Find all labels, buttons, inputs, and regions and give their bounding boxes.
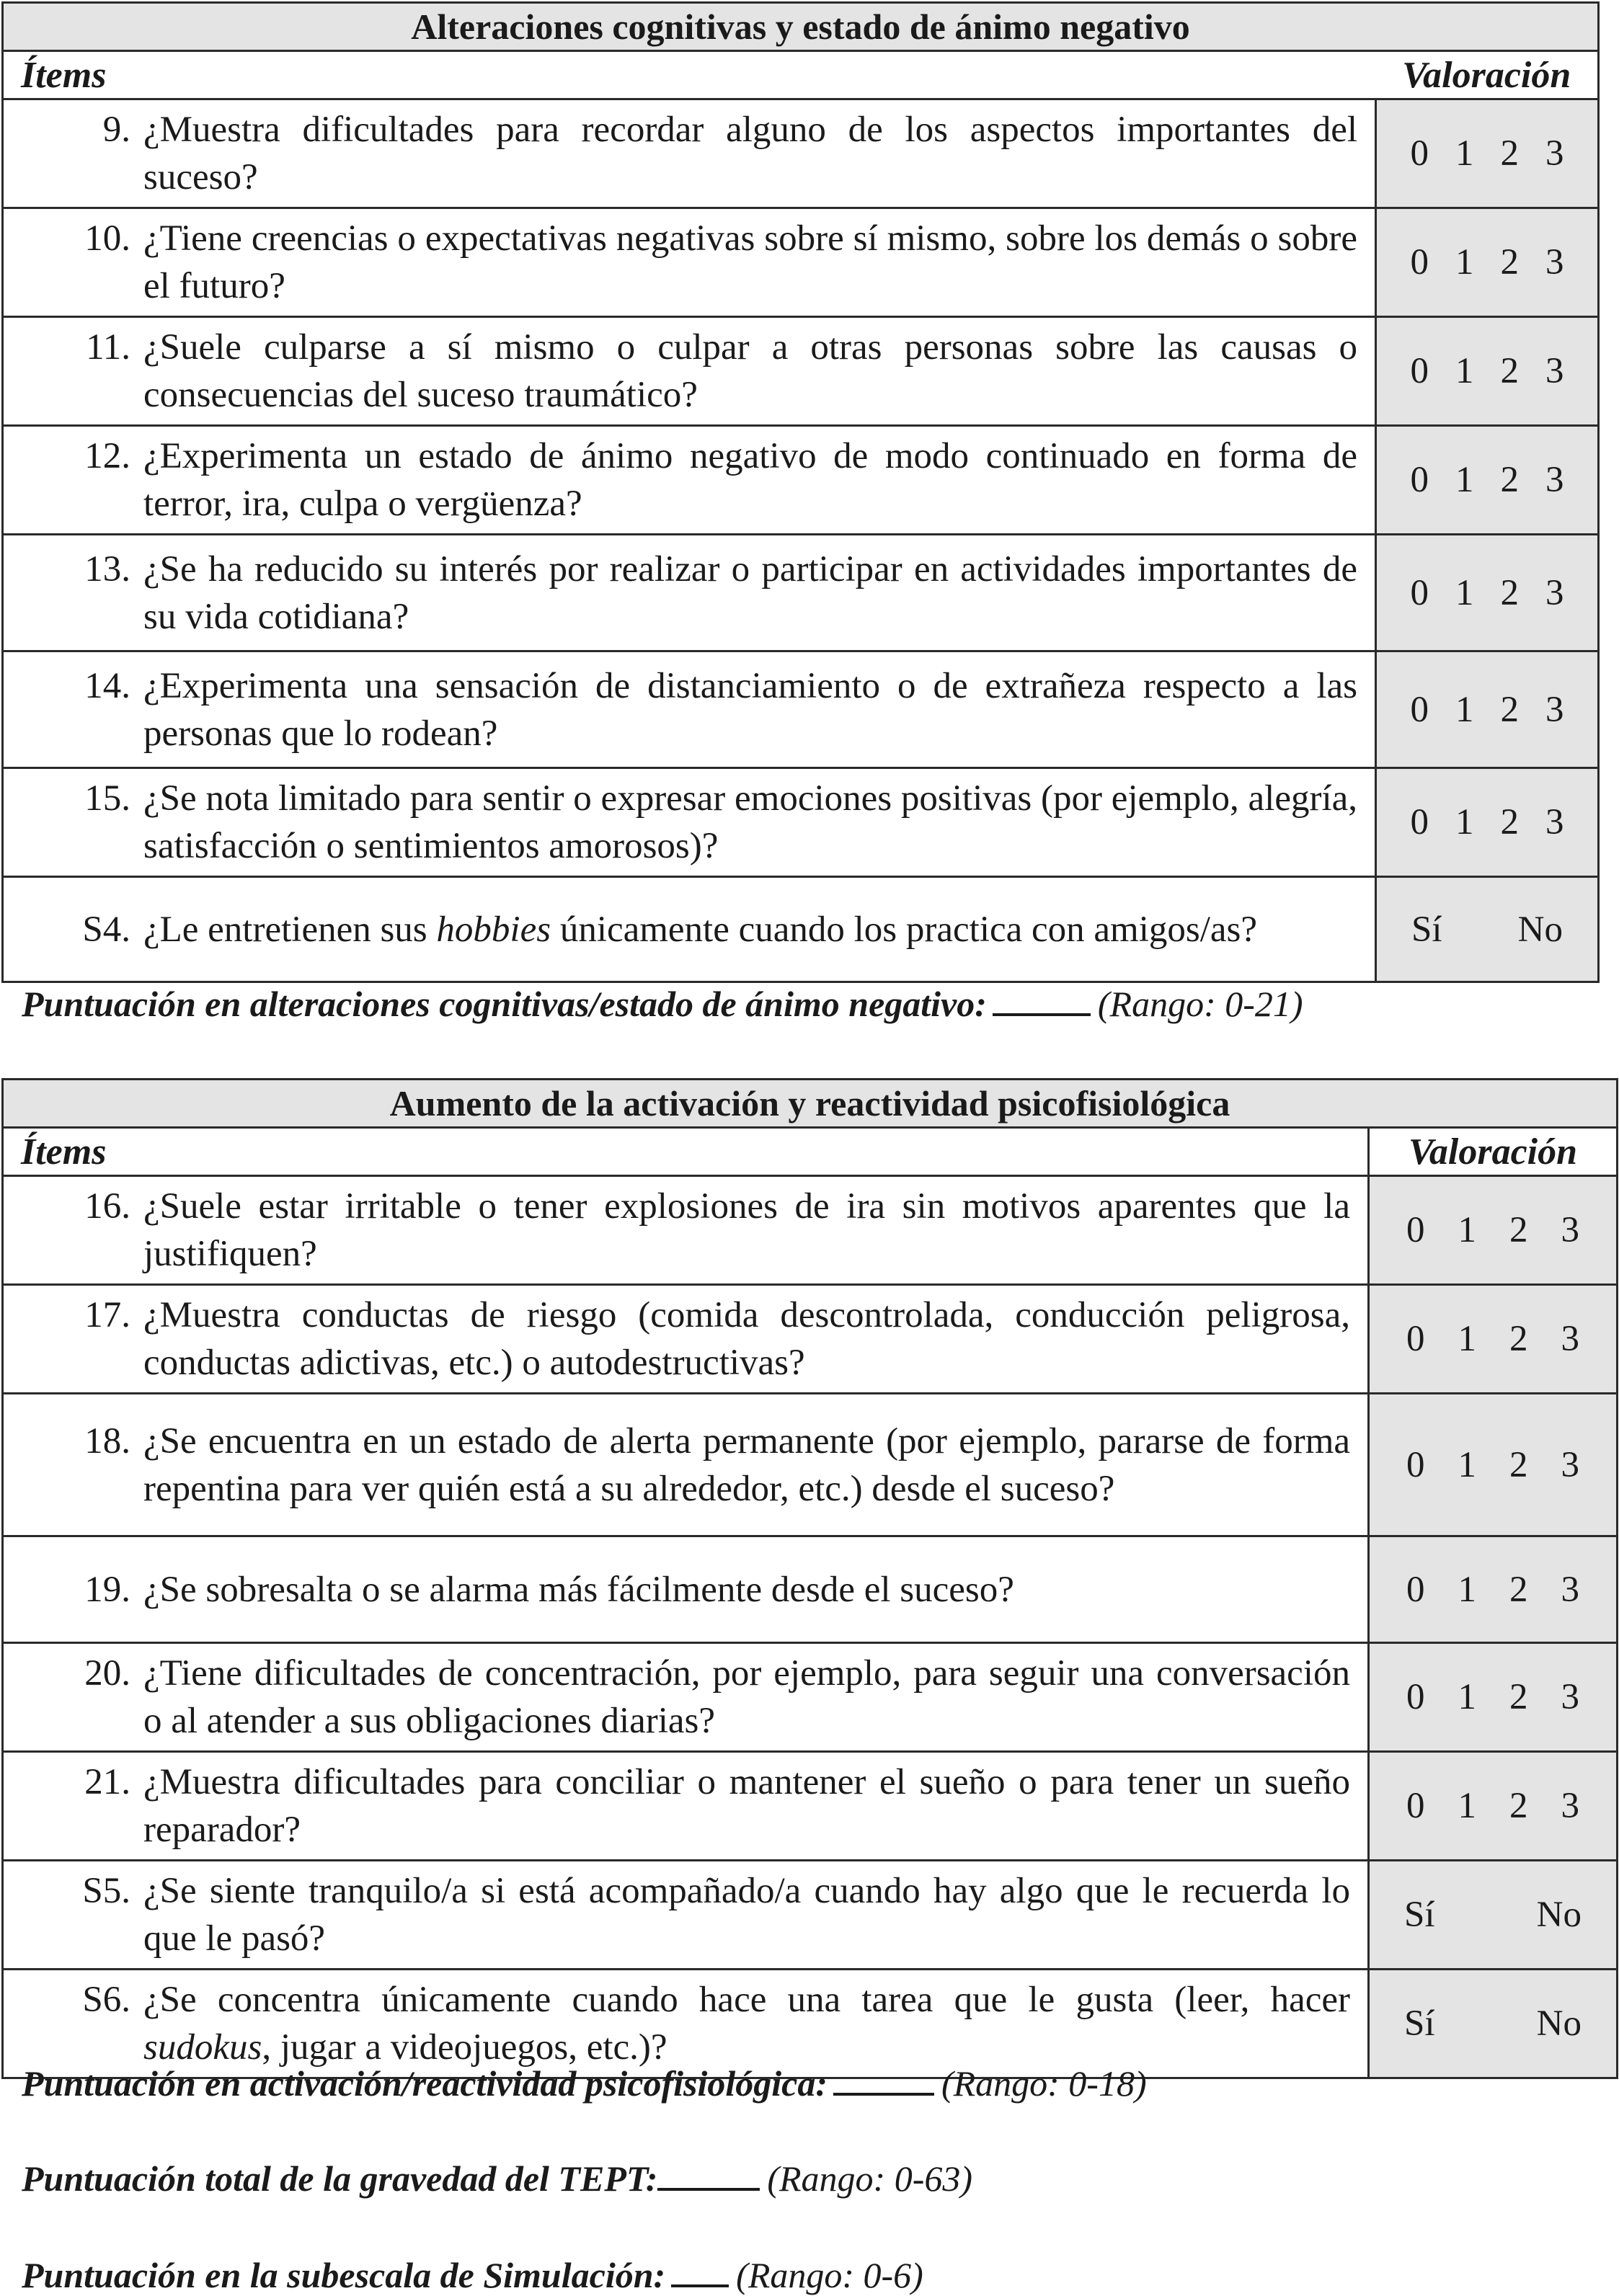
item-rating-cell bbox=[1376, 426, 1599, 535]
rating-options bbox=[1370, 1318, 1616, 1360]
item-number: 16. bbox=[84, 1186, 130, 1227]
item-text-part: únicamente cuando los practica con amigos/as? bbox=[551, 909, 1258, 950]
item-text: ¿Experimenta un estado de ánimo negativo de modo continuado en forma de terror, ira, culpa o vergüenza? bbox=[143, 436, 1357, 524]
item-question bbox=[4, 900, 1375, 959]
item-text: ¿Tiene creencias o expectativas negativas sobre sí mismo, sobre los demás o sobre el futuro? bbox=[143, 218, 1357, 306]
rating-options bbox=[1370, 1209, 1616, 1251]
rating-option[interactable]: 0 bbox=[1406, 1677, 1425, 1717]
total-score-blank[interactable] bbox=[657, 2155, 760, 2191]
section2-score bbox=[22, 2060, 1147, 2104]
section2-score-blank[interactable] bbox=[833, 2060, 934, 2096]
item-text: ¿Se nota limitado para sentir o expresar emociones positivas (por ejemplo, alegría, satisfacción o sentimientos amorosos)? bbox=[143, 778, 1357, 866]
item-number: 19. bbox=[84, 1569, 130, 1610]
rating-options bbox=[1377, 801, 1597, 843]
section1-score bbox=[22, 980, 1303, 1025]
rating-option[interactable]: 1 bbox=[1455, 351, 1474, 391]
item-text: ¿Tiene dificultades de concentración, por ejemplo, para seguir una conversación o al atender a sus obligaciones diarias? bbox=[143, 1653, 1350, 1741]
item-number: S5. bbox=[82, 1871, 130, 1911]
item-number: 9. bbox=[102, 110, 130, 150]
item-row bbox=[3, 1536, 1618, 1643]
item-rating-cell bbox=[1376, 208, 1599, 317]
item-question-cell bbox=[3, 651, 1376, 768]
rating-option[interactable]: No bbox=[1536, 1895, 1582, 1935]
item-number: 21. bbox=[84, 1762, 130, 1802]
rating-options bbox=[1377, 689, 1597, 731]
rating-option[interactable]: 3 bbox=[1561, 1569, 1579, 1610]
rating-option[interactable]: 1 bbox=[1455, 689, 1474, 730]
item-text: ¿Muestra dificultades para recordar alguno de los aspectos importantes del suceso? bbox=[143, 110, 1357, 197]
item-question bbox=[4, 427, 1375, 533]
item-number: 11. bbox=[86, 327, 130, 368]
rating-option[interactable]: 1 bbox=[1458, 1319, 1476, 1359]
rating-option[interactable]: 2 bbox=[1509, 1786, 1528, 1826]
item-row bbox=[3, 317, 1599, 426]
rating-option[interactable]: 0 bbox=[1406, 1210, 1425, 1250]
item-row bbox=[3, 877, 1599, 982]
header-rating: Valoración bbox=[1376, 51, 1599, 99]
rating-option[interactable]: 2 bbox=[1500, 133, 1519, 174]
rating-options bbox=[1377, 909, 1597, 951]
item-number: 15. bbox=[84, 778, 130, 819]
section-title-row bbox=[3, 1080, 1618, 1128]
item-question-cell bbox=[3, 1861, 1369, 1970]
rating-option[interactable]: 2 bbox=[1509, 1319, 1528, 1359]
rating-option[interactable]: 2 bbox=[1509, 1210, 1528, 1250]
item-question bbox=[4, 769, 1375, 876]
rating-option[interactable]: 1 bbox=[1455, 133, 1474, 174]
rating-option[interactable]: 3 bbox=[1545, 689, 1564, 730]
item-question bbox=[4, 1286, 1367, 1392]
item-question-cell bbox=[3, 99, 1376, 208]
item-text-italic: sudokus bbox=[143, 2027, 262, 2068]
item-text-part: , jugar a videojuegos, etc.)? bbox=[262, 2027, 667, 2068]
item-row bbox=[3, 768, 1599, 877]
rating-option[interactable]: 2 bbox=[1500, 802, 1519, 842]
item-number: 20. bbox=[84, 1653, 130, 1694]
rating-option[interactable]: 3 bbox=[1545, 802, 1564, 842]
total-score-label: Puntuación total de la gravedad del TEPT: bbox=[22, 2158, 658, 2199]
section-title-row bbox=[3, 3, 1599, 51]
rating-options bbox=[1370, 2003, 1616, 2044]
header-items: Ítems bbox=[3, 1128, 1369, 1176]
rating-option[interactable]: 1 bbox=[1458, 1786, 1476, 1826]
rating-option[interactable]: No bbox=[1536, 2003, 1582, 2044]
rating-options bbox=[1370, 1894, 1616, 1936]
item-rating-cell bbox=[1369, 1536, 1618, 1643]
rating-option[interactable]: 2 bbox=[1500, 351, 1519, 391]
rating-option[interactable]: 0 bbox=[1410, 572, 1429, 613]
item-row bbox=[3, 208, 1599, 317]
section2-score-range: (Rango: 0-18) bbox=[941, 2063, 1147, 2104]
item-text-italic: hobbies bbox=[436, 909, 551, 950]
item-text: ¿Se sobresalta o se alarma más fácilmente desde el suceso? bbox=[143, 1569, 1014, 1610]
item-number: S6. bbox=[82, 1980, 130, 2020]
item-question-cell bbox=[3, 208, 1376, 317]
header-rating: Valoración bbox=[1369, 1128, 1618, 1176]
item-question-cell bbox=[3, 426, 1376, 535]
rating-option[interactable]: 3 bbox=[1561, 1319, 1579, 1359]
rating-option[interactable]: 3 bbox=[1545, 460, 1564, 500]
item-question bbox=[4, 1560, 1367, 1619]
section1-score-label: Puntuación en alteraciones cognitivas/estado de ánimo negativo: bbox=[22, 984, 987, 1024]
section-title: Alteraciones cognitivas y estado de ánimo negativo bbox=[3, 3, 1599, 51]
item-rating-cell bbox=[1376, 99, 1599, 208]
item-row bbox=[3, 1643, 1618, 1752]
item-rating-cell bbox=[1369, 1176, 1618, 1285]
rating-option[interactable]: 0 bbox=[1410, 802, 1429, 842]
rating-option[interactable]: 1 bbox=[1455, 802, 1474, 842]
rating-option[interactable]: 3 bbox=[1545, 133, 1564, 174]
rating-option[interactable]: 3 bbox=[1545, 572, 1564, 613]
rating-option[interactable]: 0 bbox=[1410, 689, 1429, 730]
item-rating-cell bbox=[1369, 1752, 1618, 1861]
item-number: 12. bbox=[84, 436, 130, 476]
arousal-reactivity-table bbox=[1, 1078, 1618, 2079]
rating-option[interactable]: 2 bbox=[1509, 1569, 1528, 1610]
rating-option[interactable]: 2 bbox=[1509, 1677, 1528, 1717]
item-question-cell bbox=[3, 877, 1376, 982]
rating-option[interactable]: 2 bbox=[1500, 572, 1519, 613]
item-question-cell bbox=[3, 1394, 1369, 1536]
item-text: ¿Suele estar irritable o tener explosiones de ira sin motivos aparentes que la justifiquen? bbox=[143, 1186, 1350, 1274]
simulation-score-range: (Rango: 0-6) bbox=[736, 2255, 923, 2295]
item-question bbox=[4, 657, 1375, 763]
rating-option[interactable]: 0 bbox=[1410, 351, 1429, 391]
item-rating-cell bbox=[1376, 317, 1599, 426]
item-question-cell bbox=[3, 1752, 1369, 1861]
total-score bbox=[22, 2155, 972, 2199]
cognitive-mood-table bbox=[1, 1, 1600, 983]
rating-options bbox=[1370, 1569, 1616, 1611]
item-text-part: ¿Le entretienen sus bbox=[143, 909, 437, 950]
rating-option[interactable]: No bbox=[1517, 909, 1563, 950]
rating-option[interactable]: Sí bbox=[1404, 2003, 1435, 2044]
rating-option[interactable]: 3 bbox=[1545, 351, 1564, 391]
item-question bbox=[4, 100, 1375, 207]
item-row bbox=[3, 1394, 1618, 1536]
section1-score-range: (Rango: 0-21) bbox=[1097, 984, 1303, 1024]
item-question bbox=[4, 318, 1375, 424]
item-question-cell bbox=[3, 535, 1376, 651]
rating-options bbox=[1377, 459, 1597, 501]
item-text bbox=[143, 1976, 1350, 2071]
item-question bbox=[4, 540, 1375, 646]
section-title: Aumento de la activación y reactividad psicofisiológica bbox=[3, 1080, 1618, 1128]
rating-options bbox=[1377, 350, 1597, 392]
rating-option[interactable]: 0 bbox=[1410, 133, 1429, 174]
rating-option[interactable]: 1 bbox=[1458, 1677, 1476, 1717]
item-text: ¿Se encuentra en un estado de alerta permanente (por ejemplo, pararse de forma repentina para ver quién está a su alrededor, etc.) desde el suceso? bbox=[143, 1420, 1350, 1509]
rating-option[interactable]: 0 bbox=[1410, 460, 1429, 500]
item-text: ¿Muestra conductas de riesgo (comida descontrolada, conducción peligrosa, conductas adictivas, etc.) o autodestructivas? bbox=[143, 1295, 1350, 1383]
item-number: S4. bbox=[82, 909, 130, 950]
rating-option[interactable]: 0 bbox=[1406, 1569, 1425, 1610]
item-rating-cell bbox=[1376, 651, 1599, 768]
item-rating-cell bbox=[1369, 1643, 1618, 1752]
rating-option[interactable]: 2 bbox=[1509, 1444, 1528, 1485]
item-question bbox=[4, 209, 1375, 316]
rating-option[interactable]: Sí bbox=[1404, 1895, 1435, 1935]
item-row bbox=[3, 426, 1599, 535]
item-text: ¿Suele culparse a sí mismo o culpar a otras personas sobre las causas o consecuencias del suceso traumático? bbox=[143, 327, 1357, 415]
rating-option[interactable]: 2 bbox=[1500, 242, 1519, 282]
item-question-cell bbox=[3, 768, 1376, 877]
rating-options bbox=[1370, 1444, 1616, 1486]
rating-option[interactable]: 0 bbox=[1406, 1319, 1425, 1359]
simulation-score-label: Puntuación en la subescala de Simulación: bbox=[22, 2255, 666, 2295]
item-question bbox=[4, 1753, 1367, 1859]
header-row bbox=[3, 51, 1599, 99]
rating-option[interactable]: 0 bbox=[1406, 1786, 1425, 1826]
rating-option[interactable]: 3 bbox=[1545, 242, 1564, 282]
rating-option[interactable]: 0 bbox=[1410, 242, 1429, 282]
rating-option[interactable]: Sí bbox=[1411, 909, 1442, 950]
item-rating-cell bbox=[1369, 1394, 1618, 1536]
item-question-cell bbox=[3, 1285, 1369, 1394]
item-row bbox=[3, 99, 1599, 208]
item-text: ¿Se ha reducido su interés por realizar o participar en actividades importantes de su vida cotidiana? bbox=[143, 548, 1357, 637]
simulation-score bbox=[22, 2251, 923, 2296]
item-row bbox=[3, 1752, 1618, 1861]
item-text: ¿Muestra dificultades para conciliar o mantener el sueño o para tener un sueño reparador? bbox=[143, 1762, 1350, 1850]
rating-option[interactable]: 2 bbox=[1500, 689, 1519, 730]
item-question bbox=[4, 1861, 1367, 1968]
item-text: ¿Experimenta una sensación de distanciamiento o de extrañeza respecto a las personas que lo rodean? bbox=[143, 665, 1357, 754]
section1-score-blank[interactable] bbox=[993, 980, 1091, 1016]
item-question bbox=[4, 1644, 1367, 1750]
item-question bbox=[4, 1177, 1367, 1283]
rating-option[interactable]: 1 bbox=[1458, 1444, 1476, 1485]
item-number: 17. bbox=[84, 1295, 130, 1335]
rating-option[interactable]: 3 bbox=[1561, 1444, 1579, 1485]
item-question-cell bbox=[3, 1176, 1369, 1285]
total-score-range: (Rango: 0-63) bbox=[767, 2158, 973, 2199]
item-rating-cell bbox=[1369, 1861, 1618, 1970]
item-question-cell bbox=[3, 1643, 1369, 1752]
rating-options bbox=[1370, 1676, 1616, 1718]
item-rating-cell bbox=[1369, 1970, 1618, 2078]
item-rating-cell bbox=[1376, 877, 1599, 982]
item-row bbox=[3, 1176, 1618, 1285]
rating-options bbox=[1377, 133, 1597, 174]
rating-option[interactable]: 1 bbox=[1455, 572, 1474, 613]
item-text: ¿Se siente tranquilo/a si está acompañado/a cuando hay algo que le recuerda lo que le pasó? bbox=[143, 1871, 1350, 1959]
item-row bbox=[3, 535, 1599, 651]
item-number: 18. bbox=[84, 1420, 130, 1461]
simulation-score-blank[interactable] bbox=[671, 2251, 729, 2287]
rating-option[interactable]: 1 bbox=[1455, 242, 1474, 282]
item-rating-cell bbox=[1369, 1285, 1618, 1394]
item-row bbox=[3, 1861, 1618, 1970]
item-number: 13. bbox=[84, 548, 130, 589]
item-rating-cell bbox=[1376, 768, 1599, 877]
item-row bbox=[3, 651, 1599, 768]
rating-option[interactable]: 1 bbox=[1458, 1210, 1476, 1250]
item-question bbox=[4, 1412, 1367, 1518]
item-rating-cell bbox=[1376, 535, 1599, 651]
rating-option[interactable]: 1 bbox=[1455, 460, 1474, 500]
item-number: 10. bbox=[84, 218, 130, 259]
header-items: Ítems bbox=[3, 51, 1376, 99]
item-row bbox=[3, 1285, 1618, 1394]
item-question-cell bbox=[3, 317, 1376, 426]
rating-option[interactable]: 0 bbox=[1406, 1444, 1425, 1485]
rating-options bbox=[1370, 1785, 1616, 1827]
rating-option[interactable]: 1 bbox=[1458, 1569, 1476, 1610]
header-row bbox=[3, 1128, 1618, 1176]
item-text-part: ¿Se concentra únicamente cuando hace una tarea que le gusta (leer, hacer bbox=[143, 1980, 1350, 2020]
section2-score-label: Puntuación en activación/reactividad psicofisiológica: bbox=[22, 2063, 828, 2104]
rating-option[interactable]: 3 bbox=[1561, 1786, 1579, 1826]
rating-options bbox=[1377, 241, 1597, 283]
item-question-cell bbox=[3, 1536, 1369, 1643]
rating-option[interactable]: 3 bbox=[1561, 1677, 1579, 1717]
item-text bbox=[143, 906, 1357, 953]
item-number: 14. bbox=[84, 665, 130, 706]
rating-options bbox=[1377, 572, 1597, 614]
rating-option[interactable]: 3 bbox=[1561, 1210, 1579, 1250]
rating-option[interactable]: 2 bbox=[1500, 460, 1519, 500]
